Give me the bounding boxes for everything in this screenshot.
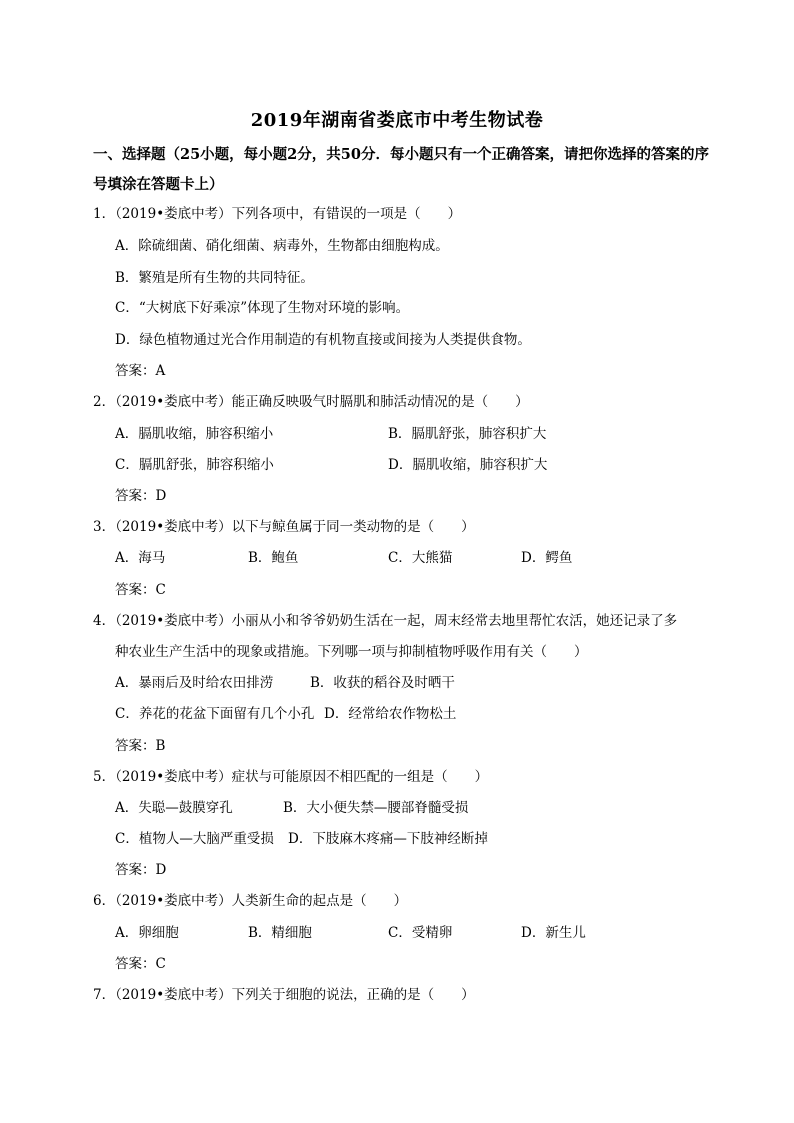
- question-2-answer: 答案：D: [115, 488, 167, 504]
- question-6-stem: 6．（2019•娄底中考）人类新生命的起点是（ ）: [93, 893, 408, 909]
- question-4-stem-line-1: 4．（2019•娄底中考）小丽从小和爷爷奶奶生活在一起，周末经常去地里帮忙农活，她还记录了多: [93, 613, 678, 629]
- question-7-stem: 7．（2019•娄底中考）下列关于细胞的说法，正确的是（ ）: [93, 987, 475, 1003]
- question-3-answer: 答案：C: [115, 582, 166, 598]
- question-4-option-c: C．养花的花盆下面留有几个小孔: [115, 706, 315, 722]
- question-6-option-a: A．卵细胞: [115, 925, 179, 941]
- question-5-option-b: B．大小便失禁—腰部脊髓受损: [283, 800, 469, 816]
- question-1-option-a: A．除硫细菌、硝化细菌、病毒外，生物都由细胞构成。: [115, 238, 449, 254]
- question-2-stem: 2．（2019•娄底中考）能正确反映吸气时膈肌和肺活动情况的是（ ）: [93, 394, 529, 410]
- question-2-option-b: B．膈肌舒张，肺容积扩大: [388, 426, 547, 442]
- question-5-option-d: D．下肢麻木疼痛—下肢神经断掉: [288, 831, 488, 847]
- question-1-option-b: B．繁殖是所有生物的共同特征。: [115, 270, 314, 286]
- question-5-answer: 答案：D: [115, 862, 167, 878]
- question-4-option-a: A．暴雨后及时给农田排涝: [115, 675, 274, 691]
- question-4-answer: 答案：B: [115, 738, 166, 754]
- question-3-stem: 3．（2019•娄底中考）以下与鲸鱼属于同一类动物的是（ ）: [93, 519, 475, 535]
- question-1-option-c: C．“大树底下好乘凉”体现了生物对环境的影响。: [115, 300, 410, 316]
- page-title: 2019年湖南省娄底市中考生物试卷: [250, 110, 544, 131]
- question-3-option-a: A．海马: [115, 550, 166, 566]
- question-1-stem: 1．（2019•娄底中考）下列各项中，有错误的一项是（ ）: [93, 206, 462, 222]
- question-6-option-b: B．精细胞: [248, 925, 312, 941]
- question-6-option-d: D．新生儿: [521, 925, 586, 941]
- question-4-option-d: D．经常给农作物松土: [324, 706, 457, 722]
- question-2-option-c: C．膈肌舒张，肺容积缩小: [115, 457, 274, 473]
- section-heading-line-1: 一、选择题（25小题，每小题2分，共50分．每小题只有一个正确答案，请把你选择的答案的序: [93, 146, 709, 163]
- question-4-stem-line-2: 种农业生产生活中的现象或措施。下列哪一项与抑制植物呼吸作用有关（ ）: [115, 644, 588, 660]
- question-3-option-c: C．大熊猫: [388, 550, 453, 566]
- question-5-stem: 5．（2019•娄底中考）症状与可能原因不相匹配的一组是（ ）: [93, 769, 489, 785]
- question-5-option-a: A．失聪—鼓膜穿孔: [115, 800, 233, 816]
- question-5-option-c: C．植物人—大脑严重受损: [115, 831, 274, 847]
- question-6-option-c: C．受精卵: [388, 925, 453, 941]
- question-2-option-a: A．膈肌收缩，肺容积缩小: [115, 426, 274, 442]
- question-6-answer: 答案：C: [115, 956, 166, 972]
- question-1-answer: 答案：A: [115, 363, 166, 379]
- question-3-option-d: D．鳄鱼: [521, 550, 573, 566]
- question-4-option-b: B．收获的稻谷及时晒干: [310, 675, 455, 691]
- question-1-option-d: D．绿色植物通过光合作用制造的有机物直接或间接为人类提供食物。: [115, 332, 531, 348]
- question-3-option-b: B．鲍鱼: [248, 550, 299, 566]
- section-heading-line-2: 号填涂在答题卡上）: [93, 176, 224, 193]
- question-2-option-d: D．膈肌收缩，肺容积扩大: [388, 457, 548, 473]
